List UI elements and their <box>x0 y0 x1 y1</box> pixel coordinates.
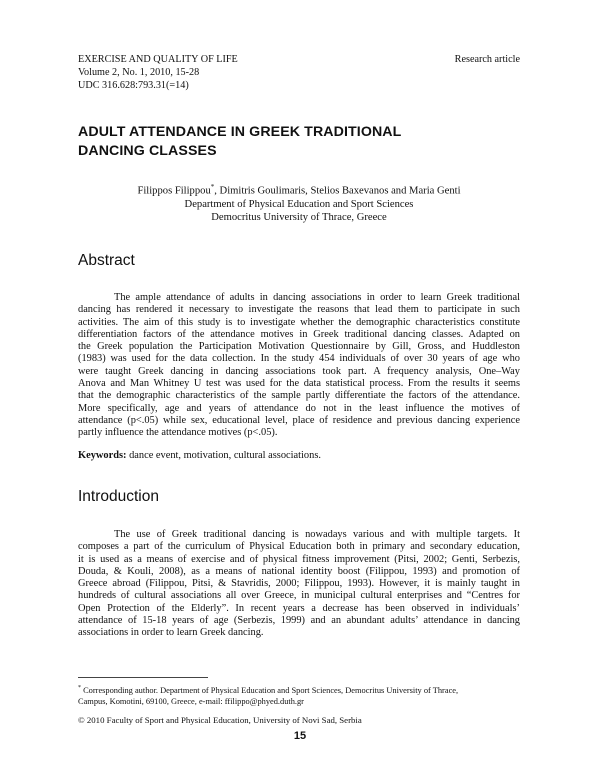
footnote <box>78 683 520 707</box>
abstract-line: More specifically, age and years of attendance do not in the least influence the motives of <box>78 402 520 414</box>
footnote-line-2: Campus, Komotini, 69100, Greece, e-mail: ffilippo@phyed.duth.gr <box>78 696 304 706</box>
abstract-line: differentiation factors of the attendance motives in Greek traditional dancing classes. Adapted on <box>78 328 520 340</box>
introduction-line: Douda, & Kouli, 2008), as a means of national identity boost (Filippou, 1993) and promotion of <box>78 565 520 577</box>
footnote-line-1 <box>78 683 520 696</box>
introduction-line: it is used as a means of exercise and of physical fitness improvement (Pitsi, 2002; Genti, Serbezis, <box>78 553 520 565</box>
keywords <box>78 450 321 461</box>
title-line-2: DANCING CLASSES <box>78 142 217 159</box>
footnote-text-1: Corresponding author. Department of Physical Education and Sport Sciences, Democritus University of Thrace, <box>81 685 459 695</box>
first-author: Filippos Filippou <box>137 185 211 197</box>
introduction-line: Open Protection of the Elderly”. In recent years a decrease has been observed in individuals’ <box>78 602 520 614</box>
introduction-line: The use of Greek traditional dancing is nowadays various and with multiple targets. It <box>114 529 520 540</box>
paper-title <box>78 123 538 160</box>
abstract-line: (1983) was used for the data collection. In the study 454 individuals of over 30 years of age who <box>78 353 520 365</box>
footnote-marker: * <box>78 685 81 691</box>
author-block <box>78 181 520 224</box>
abstract-line: Anova and Man Whitney U test was used for the data statistical process. From the results it seems <box>78 378 520 390</box>
abstract-heading: Abstract <box>78 252 135 269</box>
journal-udc: UDC 316.628:793.31(=14) <box>78 80 189 91</box>
journal-volume: Volume 2, No. 1, 2010, 15-28 <box>78 67 200 78</box>
keywords-text: dance event, motivation, cultural associations. <box>126 450 321 461</box>
footnote-divider <box>78 677 208 678</box>
abstract-line: activities. The aim of this study is to investigate whether the demographic characteristics constitute <box>78 316 520 328</box>
copyright-notice: © 2010 Faculty of Sport and Physical Education, University of Novi Sad, Serbia <box>78 715 362 725</box>
title-line-1: ADULT ATTENDANCE IN GREEK TRADITIONAL <box>78 124 402 140</box>
abstract-line: the Greek population the Participation Motivation Questionnaire by Gill, Gross, and Huddleston <box>78 341 520 353</box>
abstract-line: were taught Greek dancing in dancing associations took part. A frequency analysis, One–Way <box>78 365 520 377</box>
abstract-line: dancing has rendered it necessary to investigate the reasons that lead them to participate in such <box>78 304 520 316</box>
introduction-paragraph <box>78 529 520 640</box>
other-authors: , Dimitris Goulimaris, Stelios Baxevanos and Maria Genti <box>214 185 461 197</box>
abstract-line: attendance (p<.05) while sex, educational level, place of residence and previous dancing experience <box>78 414 520 426</box>
author-department: Department of Physical Education and Sport Sciences <box>184 198 414 210</box>
introduction-line: attendance of 15-18 years of age (Serbezis, 1999) and an abundant adults’ attendance in dancing <box>78 615 520 627</box>
abstract-line: that the demographic characteristics of the sample partly differentiate the factors of the attendance. <box>78 390 520 402</box>
abstract-line: partly influence the attendance motives (p<.05). <box>78 427 278 439</box>
introduction-heading: Introduction <box>78 488 159 505</box>
introduction-line: associations in order to learn Greek dancing. <box>78 627 264 639</box>
introduction-line: composes a part of the curriculum of Physical Education both in primary and secondary education, <box>78 541 520 553</box>
abstract-line: The ample attendance of adults in dancing associations in order to learn Greek traditional <box>114 292 520 303</box>
journal-name: EXERCISE AND QUALITY OF LIFE <box>78 54 238 65</box>
abstract-paragraph <box>78 292 520 440</box>
introduction-line: hundreds of cultural associations all over Greece, in municipal cultural enterprises and “Centres for <box>78 590 520 602</box>
author-list <box>78 181 520 198</box>
author-university: Democritus University of Thrace, Greece <box>211 212 387 224</box>
introduction-line: Greece abroad (Filippou, Pitsi, & Stavridis, 2000; Filippou, 1993). However, it is mainly taught in <box>78 578 520 590</box>
journal-header <box>78 53 238 92</box>
corresponding-marker: * <box>210 183 215 191</box>
article-type: Research article <box>454 54 520 65</box>
keywords-label: Keywords: <box>78 450 127 461</box>
page-number: 15 <box>293 730 307 742</box>
